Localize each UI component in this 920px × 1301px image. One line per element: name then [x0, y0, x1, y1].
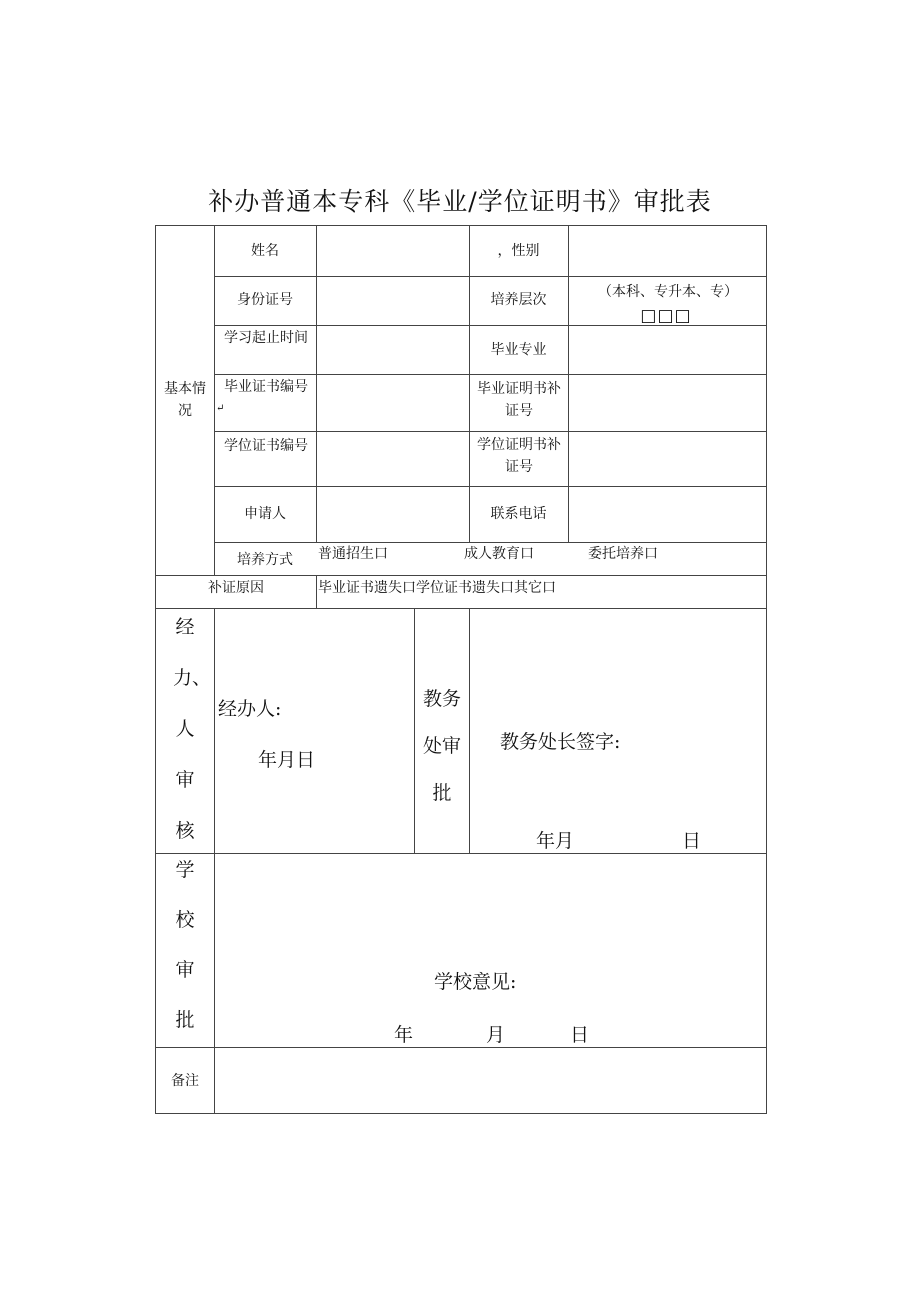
office-approval-line-3: 批 — [432, 782, 452, 804]
school-date-day: 日 — [570, 1024, 590, 1046]
grad-cert-no-field[interactable] — [317, 375, 468, 430]
id-number-label: 身份证号 — [237, 292, 293, 308]
school-date-month: 月 — [486, 1024, 506, 1046]
agent-review-char-3: 人 — [175, 718, 195, 740]
office-date-year-month: 年月 — [536, 830, 575, 852]
school-date-year: 年 — [394, 1024, 414, 1046]
study-period-label: 学习起止时间 — [224, 330, 308, 346]
school-approval-char-3: 审 — [175, 959, 195, 981]
office-date-day: 日 — [682, 830, 702, 852]
name-label: 姓名 — [251, 243, 279, 259]
training-mode-commissioned[interactable]: 委托培养口 — [588, 546, 658, 562]
study-period-field[interactable] — [317, 326, 468, 373]
handler-date: 年月日 — [258, 749, 316, 771]
grad-proof-no-label: 毕业证明书补证号 — [477, 381, 561, 419]
school-approval-label — [157, 845, 213, 1045]
major-field[interactable] — [569, 326, 765, 373]
agent-review-label — [157, 602, 213, 857]
school-approval-char-4: 批 — [175, 1009, 195, 1031]
office-approval-line-2: 处审 — [422, 735, 461, 757]
grad-proof-no-field[interactable] — [569, 375, 765, 430]
training-level-label: 培养层次 — [490, 292, 547, 308]
name-field[interactable] — [317, 226, 468, 275]
degree-proof-no-field[interactable] — [569, 432, 765, 485]
handler-label: 经办人: — [218, 698, 282, 720]
degree-cert-no-field[interactable] — [317, 432, 468, 485]
id-number-field[interactable] — [317, 277, 468, 324]
school-approval-char-1: 学 — [175, 859, 195, 881]
agent-review-char-5: 核 — [175, 820, 195, 842]
gender-label: ，性别 — [497, 243, 540, 259]
director-sign-label: 教务处长签字: — [500, 731, 621, 753]
major-label: 毕业专业 — [490, 342, 547, 358]
notes-field[interactable] — [215, 1048, 765, 1112]
applicant-label: 申请人 — [244, 506, 286, 522]
phone-field[interactable] — [569, 487, 765, 541]
training-level-options: （本科、专升本、专） — [598, 284, 738, 300]
agent-review-char-4: 审 — [175, 769, 195, 791]
agent-review-char-1: 经 — [175, 616, 195, 638]
form-title: 补办普通本专科《毕业/学位证明书》审批表 — [208, 187, 712, 216]
degree-cert-no-label: 学位证书编号 — [224, 438, 308, 454]
degree-proof-no-label: 学位证明书补证号 — [477, 437, 561, 475]
training-mode-adult[interactable]: 成人教育口 — [464, 546, 534, 562]
training-mode-label: 培养方式 — [237, 552, 293, 568]
training-mode-regular[interactable]: 普通招生口 — [318, 546, 388, 562]
school-approval-char-2: 校 — [175, 909, 195, 931]
reissue-reason-label: 补证原因 — [208, 580, 264, 596]
grad-cert-mark: ↵ — [216, 403, 225, 414]
school-opinion-label: 学校意见: — [434, 971, 517, 993]
grad-cert-no-label: 毕业证书编号 — [224, 379, 308, 395]
office-approval-label — [415, 676, 469, 817]
agent-review-char-2: 力、 — [172, 667, 211, 689]
office-approval-line-1: 教务 — [422, 688, 461, 710]
training-level-checkboxes[interactable]: □□□ — [640, 306, 692, 326]
reissue-reason-options[interactable]: 毕业证书遗失口学位证书遗失口其它口 — [318, 580, 556, 596]
basic-info-label: 基本情况 — [164, 381, 206, 419]
phone-label: 联系电话 — [490, 506, 547, 522]
notes-label: 备注 — [171, 1073, 199, 1089]
gender-field[interactable] — [569, 226, 765, 275]
applicant-field[interactable] — [317, 487, 468, 541]
